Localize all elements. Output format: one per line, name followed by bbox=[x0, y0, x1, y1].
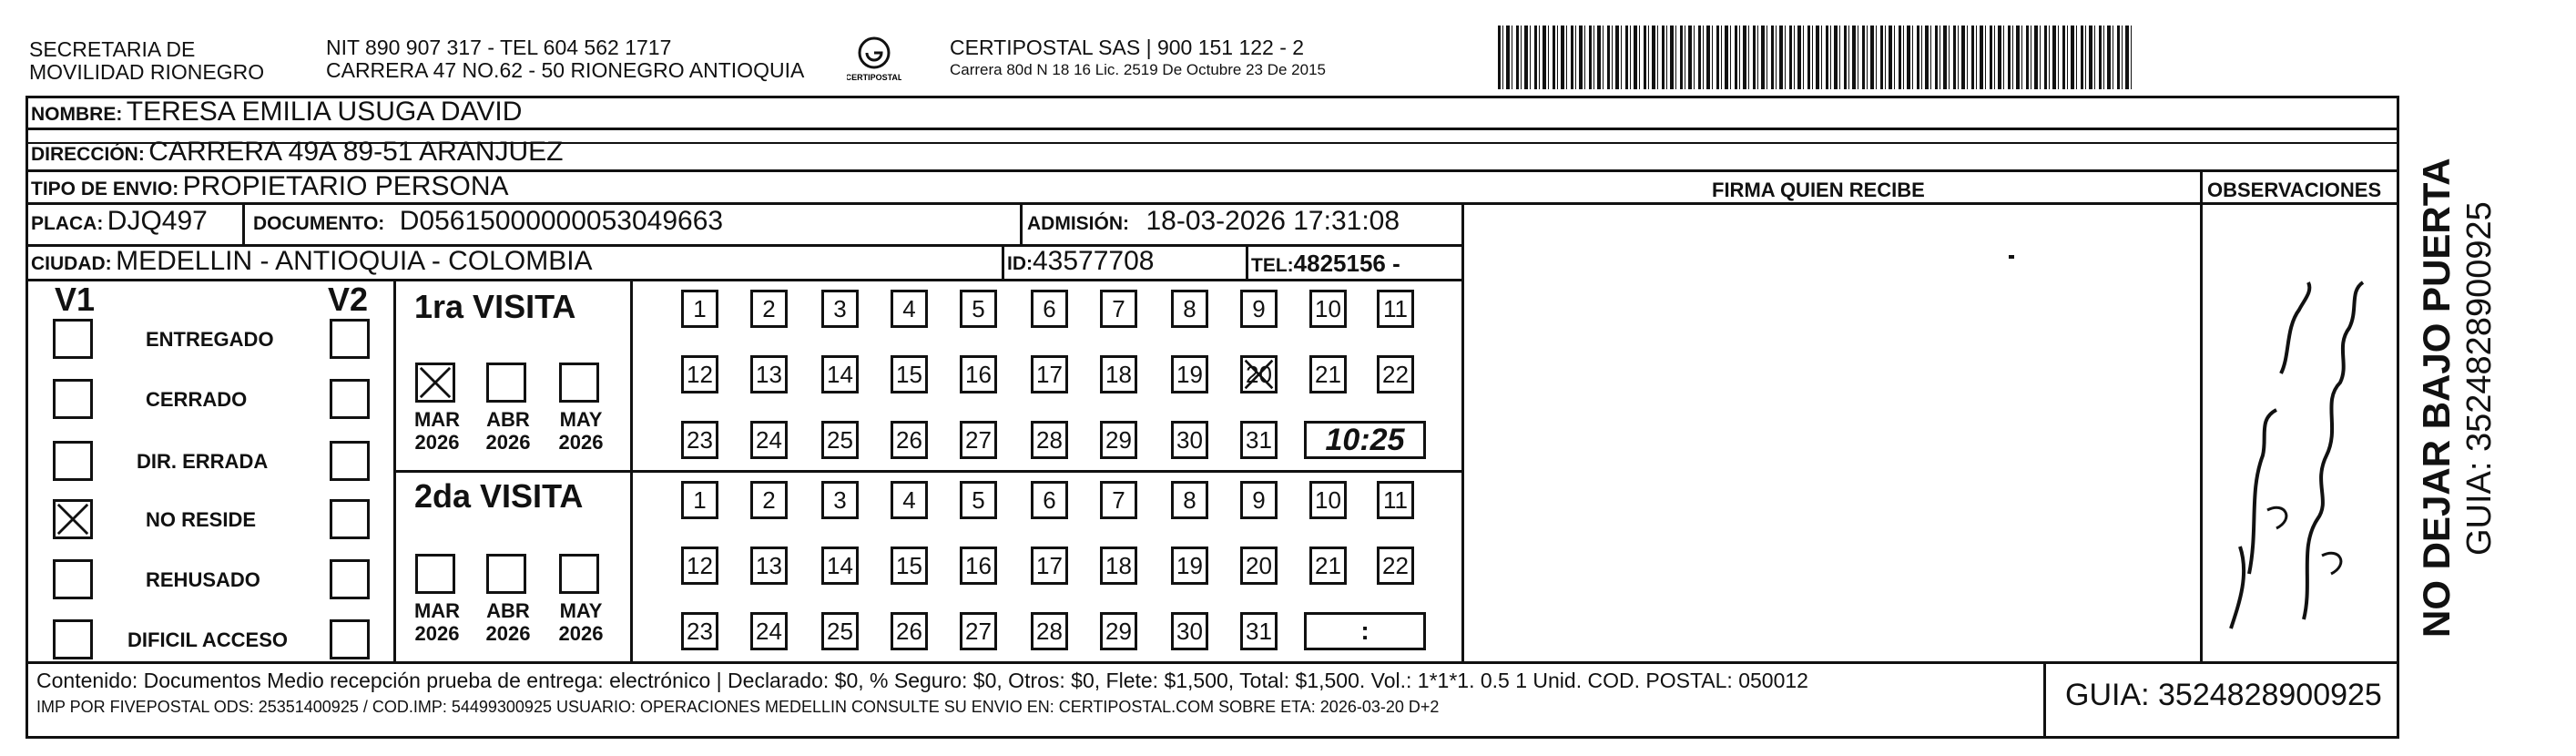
v2-checkbox-6[interactable] bbox=[330, 619, 370, 659]
visit2-day-7[interactable]: 7 bbox=[1100, 481, 1137, 519]
visit2-day-16[interactable]: 16 bbox=[960, 547, 997, 585]
visit1-day-12[interactable]: 12 bbox=[681, 355, 718, 393]
visit2-day-18[interactable]: 18 bbox=[1100, 547, 1137, 585]
status-label: CERRADO bbox=[146, 388, 248, 411]
visit2-day-13[interactable]: 13 bbox=[750, 547, 788, 585]
courier-info: CERTIPOSTAL SAS | 900 151 122 - 2 Carrera 80d N 18 16 Lic. 2519 De Octubre 23 De 2015 bbox=[950, 36, 1326, 78]
v1-checkbox-5[interactable] bbox=[53, 559, 93, 599]
visit1-day-16[interactable]: 16 bbox=[960, 355, 997, 393]
visit1-day-4[interactable]: 4 bbox=[891, 290, 928, 328]
visit2-month-checkbox-abr[interactable] bbox=[486, 554, 526, 594]
visit2-day-31[interactable]: 31 bbox=[1240, 612, 1278, 650]
city-cell: CIUDAD: MEDELLIN - ANTIOQUIA - COLOMBIA bbox=[31, 246, 593, 276]
signature-dot bbox=[2009, 255, 2014, 259]
visit1-month-checkbox-mar[interactable] bbox=[415, 363, 455, 403]
visit1-day-20[interactable]: 20 bbox=[1240, 355, 1278, 393]
visit2-day-22[interactable]: 22 bbox=[1377, 547, 1414, 585]
visit1-day-1[interactable]: 1 bbox=[681, 290, 718, 328]
visit2-month-label: ABR 2026 bbox=[485, 599, 531, 645]
barcode bbox=[1498, 26, 2135, 89]
visit2-day-25[interactable]: 25 bbox=[821, 612, 859, 650]
status-label: DIFICIL ACCESO bbox=[127, 628, 289, 651]
visit1-time-field[interactable]: 10:25 bbox=[1304, 421, 1426, 459]
v2-header: V2 bbox=[328, 281, 369, 318]
side-guia: GUIA: 3524828900925 bbox=[2460, 201, 2499, 556]
visit2-day-10[interactable]: 10 bbox=[1309, 481, 1347, 519]
visit1-day-31[interactable]: 31 bbox=[1240, 421, 1278, 459]
v2-checkbox-3[interactable] bbox=[330, 441, 370, 481]
visit1-month-label: MAR 2026 bbox=[413, 408, 461, 454]
visit2-day-9[interactable]: 9 bbox=[1240, 481, 1278, 519]
visit2-month-checkbox-mar[interactable] bbox=[415, 554, 455, 594]
visit1-day-2[interactable]: 2 bbox=[750, 290, 788, 328]
visit2-day-5[interactable]: 5 bbox=[960, 481, 997, 519]
visit1-month-checkbox-abr[interactable] bbox=[486, 363, 526, 403]
status-label: DIR. ERRADA bbox=[137, 450, 269, 473]
plate: DJQ497 bbox=[107, 206, 208, 236]
visit2-day-19[interactable]: 19 bbox=[1171, 547, 1208, 585]
v2-checkbox-5[interactable] bbox=[330, 559, 370, 599]
status-label: NO RESIDE bbox=[146, 508, 257, 531]
observations-header: OBSERVACIONES bbox=[2207, 179, 2382, 201]
visit1-day-11[interactable]: 11 bbox=[1377, 290, 1414, 328]
visit1-day-27[interactable]: 27 bbox=[960, 421, 997, 459]
visit2-day-1[interactable]: 1 bbox=[681, 481, 718, 519]
recipient-name: TERESA EMILIA USUGA DAVID bbox=[126, 97, 523, 127]
visit1-day-6[interactable]: 6 bbox=[1031, 290, 1068, 328]
frame-left bbox=[25, 96, 28, 739]
visit1-day-13[interactable]: 13 bbox=[750, 355, 788, 393]
visit1-day-21[interactable]: 21 bbox=[1309, 355, 1347, 393]
city: MEDELLIN - ANTIOQUIA - COLOMBIA bbox=[116, 246, 593, 276]
visit2-day-21[interactable]: 21 bbox=[1309, 547, 1347, 585]
visit2-day-8[interactable]: 8 bbox=[1171, 481, 1208, 519]
footer-print-info: IMP POR FIVEPOSTAL ODS: 25351400925 / COD.IMP: 54499300925 USUARIO: OPERACIONES MEDELLIN CONSULTE SU ENVIO EN: CERTIPOSTAL.COM SOBRE ETA: 2026-03-20 D+2 bbox=[36, 698, 1440, 716]
v1-checkbox-1[interactable] bbox=[53, 319, 93, 359]
visit2-day-28[interactable]: 28 bbox=[1031, 612, 1068, 650]
visit2-day-14[interactable]: 14 bbox=[821, 547, 859, 585]
v1-header: V1 bbox=[55, 281, 96, 318]
certipostal-logo bbox=[847, 33, 901, 87]
visit1-day-29[interactable]: 29 bbox=[1100, 421, 1137, 459]
v1-checkbox-6[interactable] bbox=[53, 619, 93, 659]
visit1-day-18[interactable]: 18 bbox=[1100, 355, 1137, 393]
visit1-day-19[interactable]: 19 bbox=[1171, 355, 1208, 393]
visit1-day-24[interactable]: 24 bbox=[750, 421, 788, 459]
visit2-day-2[interactable]: 2 bbox=[750, 481, 788, 519]
visit2-month-label: MAY 2026 bbox=[558, 599, 604, 645]
send-type-row: TIPO DE ENVIO: PROPIETARIO PERSONA bbox=[31, 171, 509, 201]
visit1-day-14[interactable]: 14 bbox=[821, 355, 859, 393]
v1-checkbox-3[interactable] bbox=[53, 441, 93, 481]
v1-checkbox-4[interactable] bbox=[53, 499, 93, 539]
visit1-day-9[interactable]: 9 bbox=[1240, 290, 1278, 328]
visit2-day-20[interactable]: 20 bbox=[1240, 547, 1278, 585]
visit1-month-checkbox-may[interactable] bbox=[559, 363, 599, 403]
v2-checkbox-1[interactable] bbox=[330, 319, 370, 359]
svg-text:CERTIPOSTAL: CERTIPOSTAL bbox=[847, 73, 901, 82]
sender-name: SECRETARIA DE MOVILIDAD RIONEGRO bbox=[29, 37, 265, 84]
visit2-month-checkbox-may[interactable] bbox=[559, 554, 599, 594]
visit2-day-11[interactable]: 11 bbox=[1377, 481, 1414, 519]
visit2-day-24[interactable]: 24 bbox=[750, 612, 788, 650]
status-label: REHUSADO bbox=[146, 568, 260, 591]
visit2-title: 2da VISITA bbox=[414, 477, 584, 515]
visit2-day-4[interactable]: 4 bbox=[891, 481, 928, 519]
frame-right bbox=[2397, 96, 2399, 739]
visit1-day-8[interactable]: 8 bbox=[1171, 290, 1208, 328]
visit2-day-30[interactable]: 30 bbox=[1171, 612, 1208, 650]
visit2-month-label: MAR 2026 bbox=[413, 599, 461, 645]
v2-checkbox-2[interactable] bbox=[330, 379, 370, 419]
send-type: PROPIETARIO PERSONA bbox=[182, 171, 509, 201]
id-number: 43577708 bbox=[1033, 246, 1155, 276]
tel-cell: TEL:4825156 - bbox=[1251, 250, 1400, 277]
signature-header: FIRMA QUIEN RECIBE bbox=[1712, 179, 1925, 201]
visit1-day-15[interactable]: 15 bbox=[891, 355, 928, 393]
address-row: DIRECCIÓN: CARRERA 49A 89-51 ARANJUEZ bbox=[31, 137, 564, 167]
document-cell: DOCUMENTO: D05615000000053049663 bbox=[253, 206, 724, 236]
visit1-month-label: ABR 2026 bbox=[485, 408, 531, 454]
status-label: ENTREGADO bbox=[146, 328, 274, 351]
visit2-day-15[interactable]: 15 bbox=[891, 547, 928, 585]
visit1-title: 1ra VISITA bbox=[414, 288, 576, 325]
v2-checkbox-4[interactable] bbox=[330, 499, 370, 539]
visit1-day-7[interactable]: 7 bbox=[1100, 290, 1137, 328]
admission-cell: ADMISIÓN: 18-03-2026 17:31:08 bbox=[1027, 206, 1400, 236]
visit2-day-3[interactable]: 3 bbox=[821, 481, 859, 519]
id-cell: ID:43577708 bbox=[1007, 246, 1155, 276]
visit2-day-26[interactable]: 26 bbox=[891, 612, 928, 650]
tel-number: 4825156 - bbox=[1293, 250, 1400, 277]
visit1-month-label: MAY 2026 bbox=[558, 408, 604, 454]
visit1-day-28[interactable]: 28 bbox=[1031, 421, 1068, 459]
v1-checkbox-2[interactable] bbox=[53, 379, 93, 419]
visit2-day-6[interactable]: 6 bbox=[1031, 481, 1068, 519]
visit2-day-23[interactable]: 23 bbox=[681, 612, 718, 650]
admission-date: 18-03-2026 17:31:08 bbox=[1145, 206, 1400, 236]
visit2-time-field[interactable]: : bbox=[1304, 612, 1426, 650]
visit2-day-29[interactable]: 29 bbox=[1100, 612, 1137, 650]
document-number: D05615000000053049663 bbox=[399, 206, 724, 236]
visit1-day-26[interactable]: 26 bbox=[891, 421, 928, 459]
footer-content: Contenido: Documentos Medio recepción prueba de entrega: electrónico | Declarado: $0, % Seguro: $0, Otros: $0, Flete: $1,500, Total: $1,500. Vol.: 1*1*1. 0.5 1 Unid. COD. POSTAL: 050012 bbox=[36, 669, 1808, 692]
visit1-day-22[interactable]: 22 bbox=[1377, 355, 1414, 393]
plate-cell: PLACA: DJQ497 bbox=[31, 206, 208, 236]
visit1-day-5[interactable]: 5 bbox=[960, 290, 997, 328]
visit2-day-27[interactable]: 27 bbox=[960, 612, 997, 650]
visit1-day-17[interactable]: 17 bbox=[1031, 355, 1068, 393]
footer-guia: GUIA: 3524828900925 bbox=[2065, 678, 2382, 712]
recipient-address: CARRERA 49A 89-51 ARANJUEZ bbox=[148, 137, 564, 167]
visit1-day-23[interactable]: 23 bbox=[681, 421, 718, 459]
name-row: NOMBRE: TERESA EMILIA USUGA DAVID bbox=[31, 97, 523, 127]
visit2-day-17[interactable]: 17 bbox=[1031, 547, 1068, 585]
handwritten-observation bbox=[2213, 273, 2377, 638]
visit1-day-30[interactable]: 30 bbox=[1171, 421, 1208, 459]
side-warning: NO DEJAR BAJO PUERTA bbox=[2415, 158, 2458, 638]
visit1-day-3[interactable]: 3 bbox=[821, 290, 859, 328]
visit2-day-12[interactable]: 12 bbox=[681, 547, 718, 585]
visit1-day-10[interactable]: 10 bbox=[1309, 290, 1347, 328]
visit1-day-25[interactable]: 25 bbox=[821, 421, 859, 459]
sender-contact: NIT 890 907 317 - TEL 604 562 1717 CARRERA 47 NO.62 - 50 RIONEGRO ANTIOQUIA bbox=[326, 36, 805, 82]
